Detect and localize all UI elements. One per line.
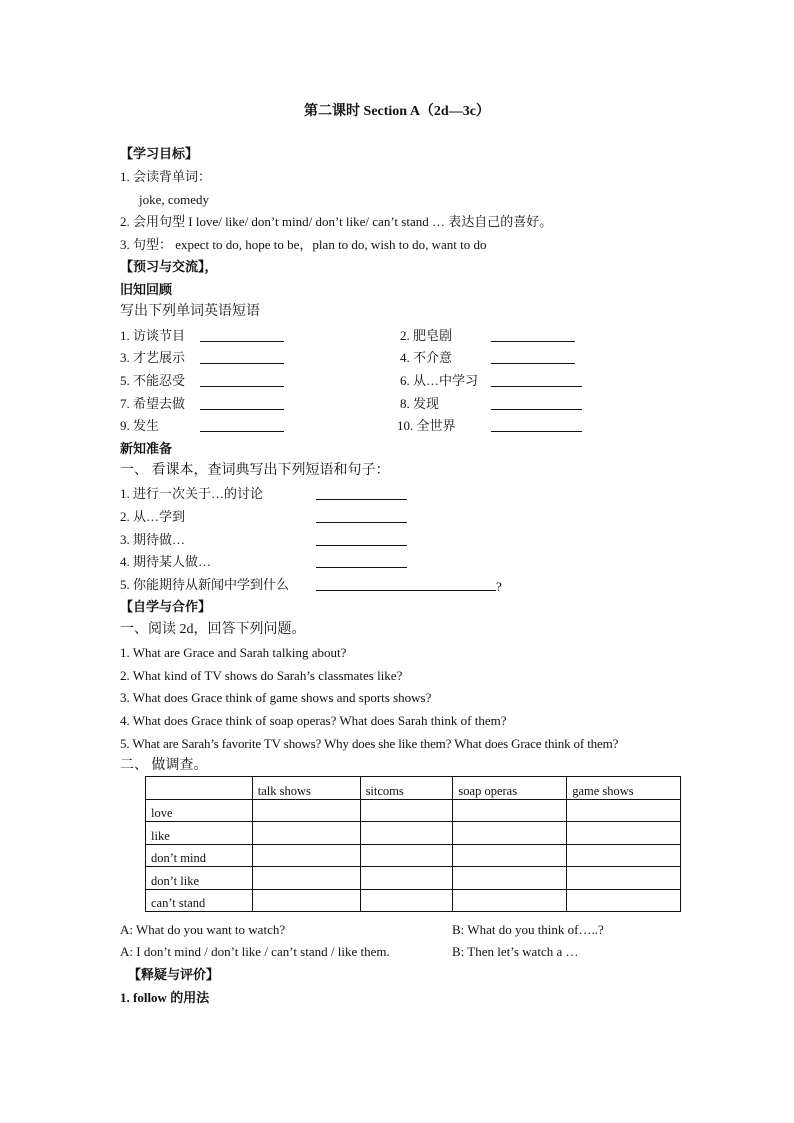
table-row <box>146 844 681 867</box>
answer-blank[interactable] <box>200 327 284 342</box>
phrase-item: 2. 从…学到 <box>120 509 186 524</box>
table-cell[interactable] <box>360 844 453 867</box>
row-label: don’t like <box>146 867 253 890</box>
row-label: can’t stand <box>146 889 253 912</box>
answer-blank[interactable] <box>200 395 284 410</box>
goal-words: joke, comedy <box>139 192 210 207</box>
table-header-cell: sitcoms <box>360 777 453 800</box>
review-heading: 旧知回顾 <box>120 282 173 297</box>
table-cell[interactable] <box>567 889 681 912</box>
table-cell[interactable] <box>252 844 360 867</box>
answer-blank[interactable] <box>491 349 575 364</box>
goal-item-1: 1. 会读背单词： <box>120 169 212 184</box>
survey-table <box>145 776 681 912</box>
table-cell[interactable] <box>453 799 567 822</box>
vocab-item: 1. 访谈节目 <box>120 328 186 343</box>
question-4: 4. What does Grace think of soap operas? What does Sarah think of them? <box>120 713 507 728</box>
answer-blank[interactable] <box>491 395 582 410</box>
answer-blank[interactable] <box>200 372 284 387</box>
dialog-a2: A: I don’t mind / don’t like / can’t stand / like them. <box>120 944 390 959</box>
table-cell[interactable] <box>453 844 567 867</box>
vocab-item: 10. 全世界 <box>397 418 456 433</box>
dialog-a1: A: What do you want to watch? <box>120 922 286 937</box>
evaluation-item-1: 1. follow 的用法 <box>120 990 210 1005</box>
answer-blank[interactable] <box>200 417 284 432</box>
new-heading: 新知准备 <box>120 441 173 456</box>
vocab-item: 2. 肥皂剧 <box>400 328 453 343</box>
answer-blank[interactable] <box>316 576 496 591</box>
table-cell[interactable] <box>360 799 453 822</box>
answer-blank[interactable] <box>316 553 407 568</box>
vocab-item: 5. 不能忍受 <box>120 373 186 388</box>
phrase-item: 1. 进行一次关于…的讨论 <box>120 486 264 501</box>
vocab-item: 3. 才艺展示 <box>120 350 186 365</box>
dialog-b1: B: What do you think of…..? <box>452 922 604 937</box>
table-row <box>146 799 681 822</box>
answer-blank[interactable] <box>491 327 575 342</box>
table-header-cell: talk shows <box>252 777 360 800</box>
question-2: 2. What kind of TV shows do Sarah’s classmates like? <box>120 668 403 683</box>
row-label: like <box>146 822 253 845</box>
page-title: 第二课时 Section A（2d—3c） <box>304 104 490 119</box>
table-cell[interactable] <box>567 844 681 867</box>
table-cell[interactable] <box>453 867 567 890</box>
self-study-instruction: 一、阅读 2d，回答下列问题。 <box>120 622 306 637</box>
row-label: don’t mind <box>146 844 253 867</box>
evaluation-heading: 【释疑与评价】 <box>128 967 220 982</box>
phrase-item: 4. 期待某人做… <box>120 554 212 569</box>
table-cell[interactable] <box>252 799 360 822</box>
table-cell[interactable] <box>567 799 681 822</box>
phrase-item: 5. 你能期待从新闻中学到什么 <box>120 577 290 592</box>
self-study-heading: 【自学与合作】 <box>120 599 212 614</box>
vocab-item: 9. 发生 <box>120 418 160 433</box>
table-row <box>146 867 681 890</box>
phrase-item: 3. 期待做… <box>120 532 186 547</box>
goal-item-3: 3. 句型： expect to do, hope to be，plan to do, wish to do, want to do <box>120 237 487 252</box>
row-label: love <box>146 799 253 822</box>
vocab-item: 7. 希望去做 <box>120 396 186 411</box>
table-cell[interactable] <box>453 822 567 845</box>
dialog-b2: B: Then let’s watch a … <box>452 944 579 959</box>
table-cell[interactable] <box>567 867 681 890</box>
answer-blank[interactable] <box>491 417 582 432</box>
table-cell[interactable] <box>567 822 681 845</box>
table-cell[interactable] <box>360 822 453 845</box>
survey-label: 二、 做调查。 <box>120 758 208 773</box>
goal-item-2: 2. 会用句型 I love/ like/ don’t mind/ don’t like/ can’t stand … 表达自己的喜好。 <box>120 214 553 229</box>
table-header-cell: game shows <box>567 777 681 800</box>
table-header-row <box>146 777 681 800</box>
table-row <box>146 889 681 912</box>
answer-blank[interactable] <box>316 531 407 546</box>
review-instruction: 写出下列单词英语短语 <box>120 304 260 319</box>
table-cell[interactable] <box>252 822 360 845</box>
table-header-cell: soap operas <box>453 777 567 800</box>
answer-blank[interactable] <box>316 508 407 523</box>
vocab-item: 4. 不介意 <box>400 350 453 365</box>
answer-blank[interactable] <box>316 485 407 500</box>
new-instruction: 一、 看课本，查词典写出下列短语和句子： <box>120 463 390 478</box>
table-header-cell <box>146 777 253 800</box>
question-3: 3. What does Grace think of game shows and sports shows? <box>120 690 432 705</box>
table-cell[interactable] <box>360 867 453 890</box>
table-row <box>146 822 681 845</box>
preview-heading: 【预习与交流】， <box>120 259 218 274</box>
table-cell[interactable] <box>453 889 567 912</box>
goals-heading: 【学习目标】 <box>120 146 199 161</box>
question-1: 1. What are Grace and Sarah talking about? <box>120 645 347 660</box>
question-5: 5. What are Sarah’s favorite TV shows? Why does she like them? What does Grace think of them? <box>120 736 619 751</box>
table-cell[interactable] <box>252 889 360 912</box>
vocab-item: 8. 发现 <box>400 396 440 411</box>
answer-blank[interactable] <box>200 349 284 364</box>
question-mark: ? <box>496 579 502 594</box>
answer-blank[interactable] <box>491 372 582 387</box>
table-cell[interactable] <box>360 889 453 912</box>
table-cell[interactable] <box>252 867 360 890</box>
vocab-item: 6. 从…中学习 <box>400 373 479 388</box>
